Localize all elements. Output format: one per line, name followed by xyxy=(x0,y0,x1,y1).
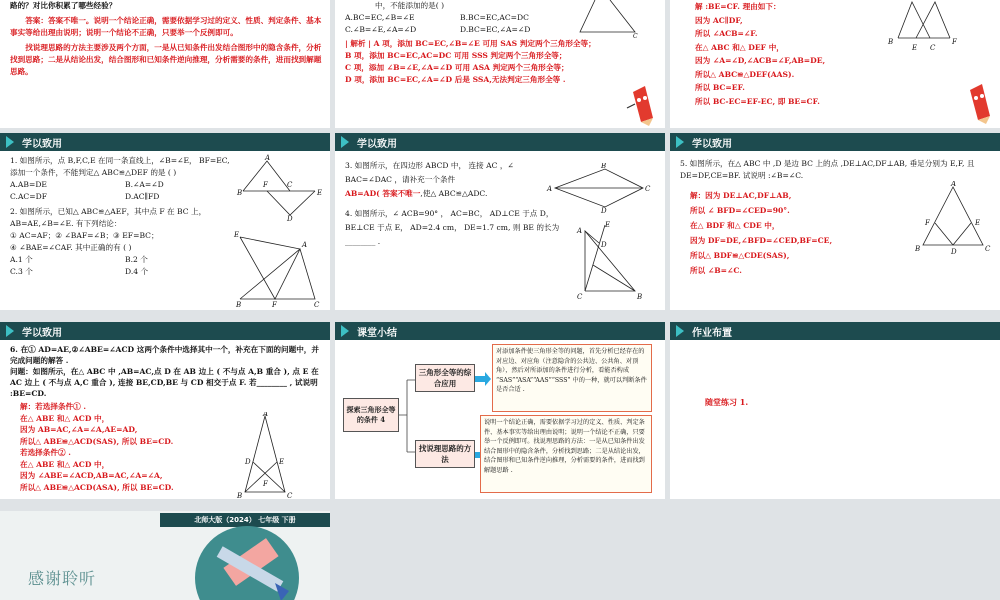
s3-figure xyxy=(880,0,960,55)
s7-q6: 6. 在① AD=AE,②∠ABE=∠ACD 这两个条件中选择其中一个，补充在下面的问题中，并完成问题的解答 . xyxy=(10,345,319,365)
s7-figure xyxy=(235,412,295,499)
s2-b: B 项，添加 BC=EC,AC=DC 可用 SSS 判定两个三角形全等； xyxy=(345,51,567,60)
s4-label: E xyxy=(317,189,323,197)
slide-2[interactable] xyxy=(335,0,665,128)
s3-line: 因为 AC∥DF, xyxy=(695,15,743,25)
header-label: 学以致用 xyxy=(357,138,397,150)
summary-box-2: 说明一个结论正确，需要依据学习过的定义、性质、判定条件、基本事实等给出理由说明；说明一个结论不正确，只要举一个反例即可。找说理思路的方法：一是从已知条件出发结合图形中的隐含条件，分析找到思路；二是从结论出发，结合图形和已知条件逆向推理，分析需要的条件，进而找到解题思路 . xyxy=(480,415,652,493)
s4-label: D xyxy=(287,215,293,221)
s7-line: 所以△ ABE≌△ACD(ASA), 所以 BE=CD. xyxy=(20,482,174,492)
section-header xyxy=(335,133,665,151)
ruler-pencil-icon xyxy=(185,523,325,600)
s5-label: A xyxy=(547,185,553,193)
s4-label: E xyxy=(234,231,240,239)
section-header xyxy=(670,133,1000,151)
s6-line: 所以 ∠B=∠C. xyxy=(690,266,742,275)
s2-opt-d: D.BC=EC,∠A=∠D xyxy=(460,25,531,34)
s4-figure-2 xyxy=(230,229,325,309)
s6-label: C xyxy=(985,245,991,253)
header-label: 学以致用 xyxy=(22,327,62,339)
s3-line: 所以 BC=EF. xyxy=(695,83,745,92)
slide-6[interactable] xyxy=(670,133,1000,310)
triangle-icon xyxy=(6,325,14,337)
s4-q1-opt: A.AB=DE xyxy=(10,180,47,189)
s4-label: A xyxy=(302,241,308,249)
s4-q2b: ④ ∠BAE=∠CAF. 其中正确的有 ( ) xyxy=(10,243,132,252)
s2-opt-b: B.BC=EC,AC=DC xyxy=(460,13,529,22)
triangle-icon xyxy=(676,325,684,337)
s4-q2: 2. 如图所示，已知△ ABC≌△AEF，其中点 F 在 BC 上，AB=AE,∠B=∠E. 有下列结论： xyxy=(10,207,207,228)
slide-5[interactable] xyxy=(335,133,665,310)
s7-label: E xyxy=(279,458,285,466)
header-label: 学以致用 xyxy=(692,138,732,150)
s7-label: D xyxy=(245,458,251,466)
s6-q5: 5. 如图所示，在△ ABC 中 ,D 是边 BC 上的点 ,DE⊥AC,DF⊥AB, 垂足分别为 E,F, 且 DE=DF,CE=BF. 试说明 :∠B=∠C. xyxy=(680,159,975,180)
s3-label: F xyxy=(952,38,957,46)
summary-node-2: 找说理思路的方法 xyxy=(415,440,475,468)
s4-q2-opt: B.2 个 xyxy=(125,255,148,264)
slide-8[interactable] xyxy=(335,322,665,499)
s7-line: 因为 AB=AC,∠A=∠A,AE=AD, xyxy=(20,425,138,434)
section-header xyxy=(0,322,330,340)
s4-label: B xyxy=(236,301,242,309)
s1-answer: 答案：答案不唯一。说明一个结论正确，需要依据学习过的定义、性质、判定条件、基本事实等给出理由说明；说明一个结论不正确，只要举一个反例即可。 xyxy=(10,16,322,37)
s6-line: 解：因为 DE⊥AC,DF⊥AB, xyxy=(690,191,792,200)
s7-label: F xyxy=(263,480,268,488)
s4-label: A xyxy=(265,154,271,162)
s1-method: 找说理思路的方法主要涉及两个方面，一是从已知条件出发结合图形中的隐含条件，分析找到思路；二是从结论出发，结合图形和已知条件逆向推理，分析需要的条件，进而找到解题思路。 xyxy=(10,43,322,76)
s6-label: F xyxy=(925,219,930,227)
s4-q1-opt: C.AC=DF xyxy=(10,192,47,201)
s4-figure-1 xyxy=(235,153,327,221)
s5-q3-end: ,使△ ABC≌△ADC. xyxy=(420,189,488,198)
summary-root: 探索三角形全等的条件 4 xyxy=(343,398,399,432)
s5-figure-2 xyxy=(575,221,655,303)
s5-label: E xyxy=(605,221,611,229)
triangle-icon xyxy=(6,136,14,148)
triangle-icon xyxy=(341,136,349,148)
s5-label: C xyxy=(577,293,583,301)
summary-node-1: 三角形全等的综合应用 xyxy=(415,364,475,392)
s4-q1-opt: B.∠A=∠D xyxy=(125,180,164,189)
s4-q2-opt: A.1 个 xyxy=(10,255,33,264)
triangle-icon xyxy=(676,136,684,148)
s2-figure xyxy=(575,0,655,40)
s5-label: A xyxy=(577,227,583,235)
s3-label: B xyxy=(888,38,894,46)
s6-figure xyxy=(915,181,995,256)
s5-q3-answer: AB=AD( 答案不唯一 xyxy=(345,189,421,198)
s7-line: 所以△ ABE≌△ACD(SAS), 所以 BE=CD. xyxy=(20,436,174,446)
s7-label: A xyxy=(263,412,269,418)
slide-3[interactable] xyxy=(670,0,1000,128)
edition-banner: 北师大版（2024） 七年级 下册 xyxy=(160,513,330,527)
s4-q1: 1. 如图所示，点 B,F,C,E 在同一条直线上，∠B=∠E， BF=EC,添加一个条件，不能判定△ ABC≌△DEF 的是 ( ) xyxy=(10,156,230,177)
s7-label: C xyxy=(287,492,293,500)
s3-label: E xyxy=(912,44,918,52)
s3-line: 因为 ∠A=∠D,∠ACB=∠F,AB=DE, xyxy=(695,56,826,65)
pencil-mascot-icon xyxy=(960,80,1000,124)
s3-label: C xyxy=(930,44,936,52)
svg-text:C: C xyxy=(633,33,638,40)
s4-label: B xyxy=(237,189,243,197)
s3-line: 所以 BC-EC=EF-EC, 即 BE=CF. xyxy=(695,96,820,106)
s6-line: 在△ BDF 和△ CDE 中， xyxy=(690,221,780,230)
s7-line: 若选择条件② . xyxy=(20,448,71,457)
s2-c: C 项，添加 ∠B=∠E,∠A=∠D 可用 ASA 判定两个三角形全等； xyxy=(345,63,569,72)
s1-line0: 路的？对比你积累了哪些经验？ xyxy=(10,1,117,10)
s2-line0: 中，不能添加的是( ) xyxy=(375,1,445,10)
s5-q3: 3. 如图所示，在四边形 ABCD 中， 连接 AC ，∠ BAC=∠DAC ，请补充一个条件 xyxy=(345,161,514,184)
slide-4[interactable] xyxy=(0,133,330,310)
s6-label: D xyxy=(951,248,957,256)
s3-line: 所以△ ABC≌△DEF(AAS). xyxy=(695,69,795,79)
homework-item: 随堂练习 1. xyxy=(705,397,749,407)
brace-connector xyxy=(399,362,415,472)
s5-label: B xyxy=(637,293,643,301)
slide-7[interactable] xyxy=(0,322,330,499)
s7-line: 在△ ABE 和△ ACD 中， xyxy=(20,413,110,423)
s7-problem: 问题：如图所示，在△ ABC 中 ,AB=AC,点 D 在 AB 边上 ( 不与点 A,B 重合 ), 点 E 在 AC 边上 ( 不与点 A,C 重合 ), 连接 BE,CD,BE 与 CD 相交于点 F. 若________ , 试说明 :BE=CD. xyxy=(10,367,319,398)
s4-q2-opt: C.3 个 xyxy=(10,267,33,276)
s3-line: 所以 ∠ACB=∠F. xyxy=(695,29,758,38)
section-header xyxy=(670,322,1000,340)
s4-label: C xyxy=(314,301,320,309)
header-label: 学以致用 xyxy=(22,138,62,150)
s4-q2-opt: D.4 个 xyxy=(125,267,149,276)
s4-label: F xyxy=(272,301,277,309)
s7-label: B xyxy=(237,492,243,500)
slide-9[interactable] xyxy=(670,322,1000,499)
s4-q2a: ① AC=AF；② ∠BAF=∠B；③ EF=BC； xyxy=(10,231,159,240)
triangle-icon xyxy=(341,325,349,337)
s6-label: A xyxy=(951,181,957,188)
s2-opt-a: A.BC=EC,∠B=∠E xyxy=(345,13,415,22)
section-header xyxy=(335,322,665,340)
s6-line: 所以△ BDF≌△CDE(SAS), xyxy=(690,251,790,260)
header-label: 课堂小结 xyxy=(357,327,397,339)
s3-line: 在△ ABC 和△ DEF 中， xyxy=(695,42,784,52)
s6-line: 所以 ∠ BFD=∠CED=90°. xyxy=(690,206,790,215)
s2-analysis: | 解析 | A 项，添加 BC=EC,∠B=∠E 可用 SAS 判定两个三角形全等； xyxy=(345,39,596,48)
header-label: 作业布置 xyxy=(692,327,732,339)
s6-label: E xyxy=(975,219,981,227)
section-header xyxy=(0,133,330,151)
s2-d: D 项，添加 BC=EC,∠A=∠D 后是 SSA,无法判定三角形全等 . xyxy=(345,75,566,84)
s7-line: 在△ ABE 和△ ACD 中， xyxy=(20,459,110,469)
s5-label: B xyxy=(601,163,607,170)
s4-label: F xyxy=(263,181,268,189)
s5-label: D xyxy=(601,207,607,213)
s5-label: D xyxy=(601,241,607,249)
s6-line: 因为 DF=DE,∠BFD=∠CED,BF=CE, xyxy=(690,236,833,245)
slide-10[interactable] xyxy=(0,511,330,600)
slide-1[interactable] xyxy=(0,0,330,128)
s5-label: C xyxy=(645,185,651,193)
s4-q1-opt: D.AC∥FD xyxy=(125,192,160,201)
s3-line: 解 :BE=CF. 理由如下： xyxy=(695,2,781,11)
s7-line: 因为 ∠ABE=∠ACD,AB=AC,∠A=∠A, xyxy=(20,471,163,480)
s2-opt-c: C.∠B=∠E,∠A=∠D xyxy=(345,25,417,34)
pencil-mascot-icon xyxy=(623,82,663,126)
s4-label: C xyxy=(287,181,293,189)
s7-line: 解：若选择条件① . xyxy=(20,402,87,411)
s6-label: B xyxy=(915,245,921,253)
s5-q4: 4. 如图所示，∠ ACB=90° ， AC=BC， AD⊥CE 于点 D， BE⊥CE 于点 E， AD=2.4 cm， DE=1.7 cm, 则 BE 的长为________ . xyxy=(345,209,560,246)
s5-figure-1 xyxy=(545,163,655,213)
thanks-text: 感谢聆听 xyxy=(28,569,97,588)
summary-box-1: 对添加条件使三角形全等的问题，首先分析已经存在的对应边、对应角（注意隐含的公共边、公共角、对顶角），然后对所添加的条件进行分析，看能否构成 “SAS”“ASA”“AAS”“SSS” 中的一种，就可以判断条件是否合适 . xyxy=(492,344,652,412)
